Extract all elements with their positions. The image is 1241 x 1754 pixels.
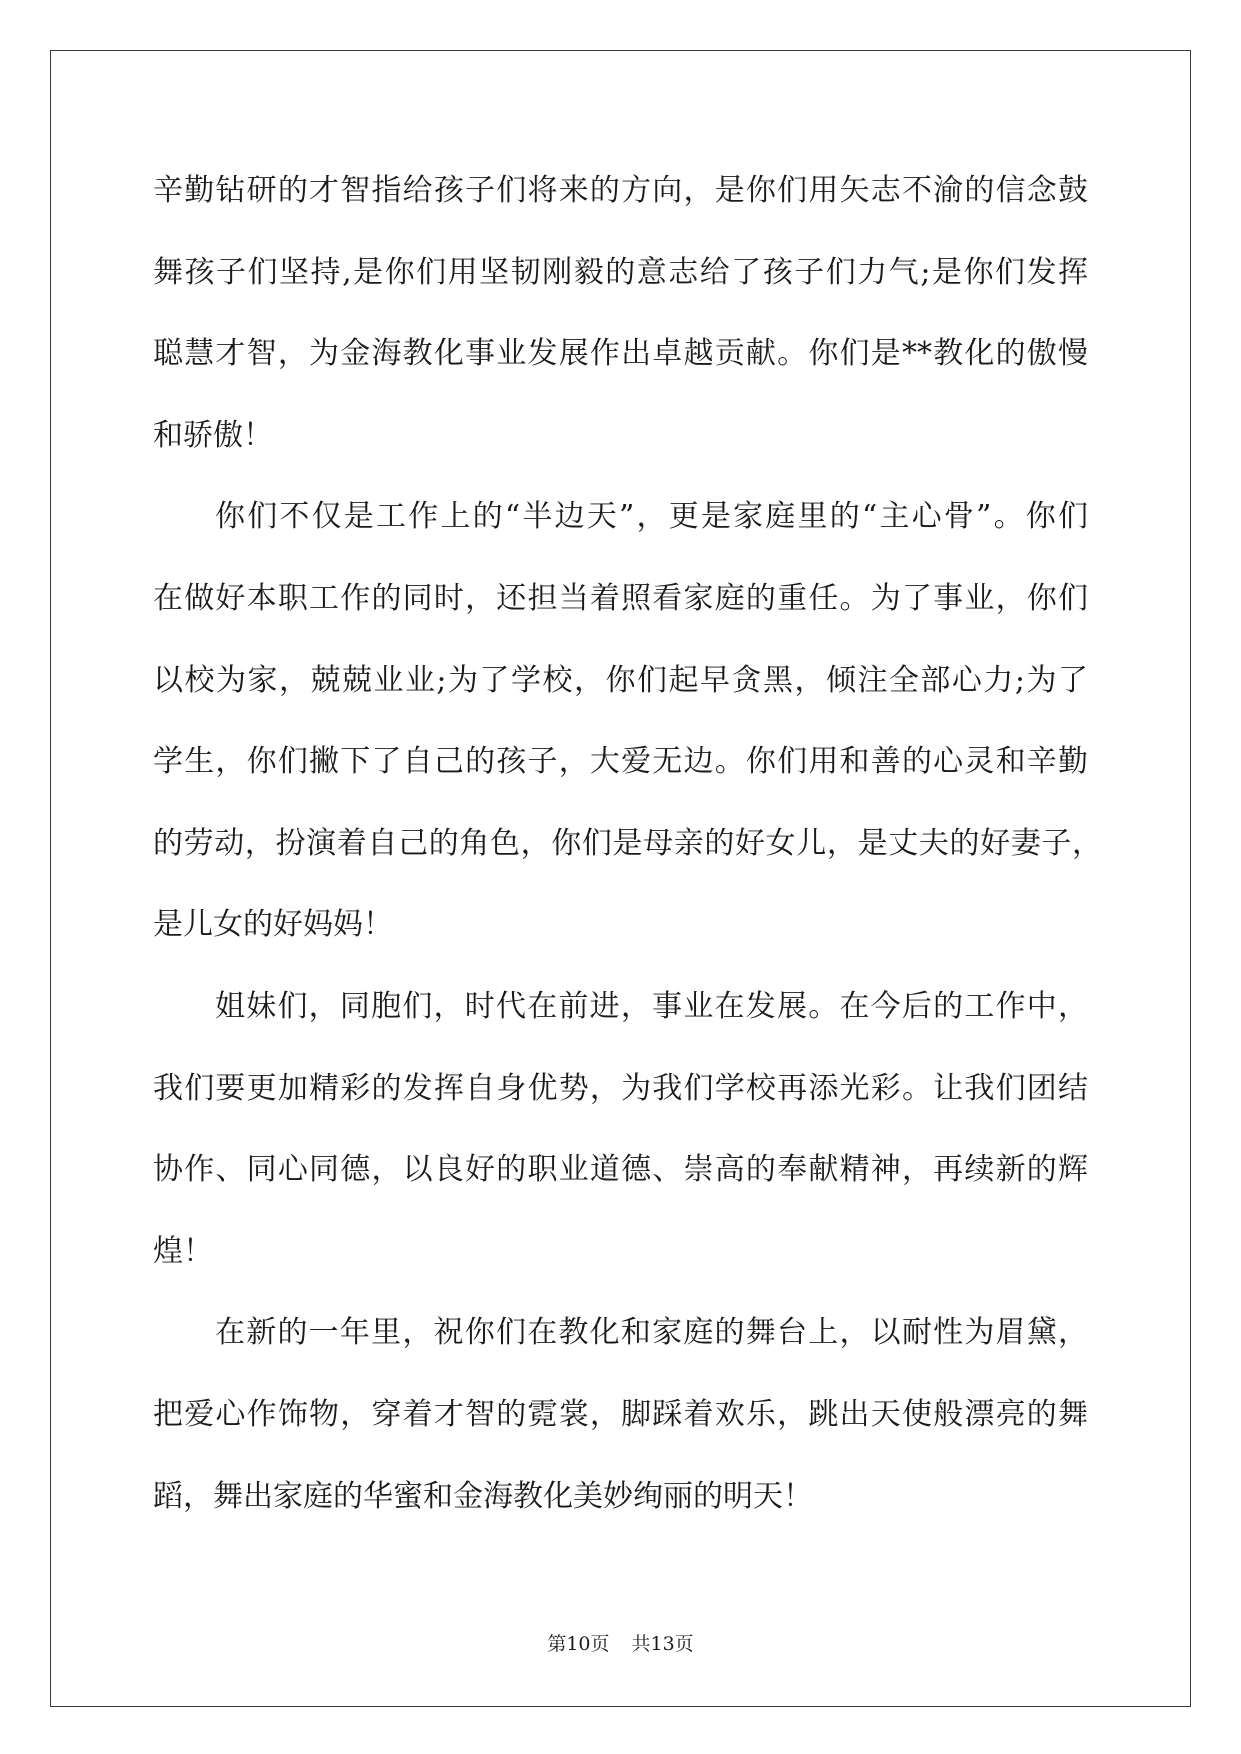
body-line: 协作、同心同德，以良好的职业道德、崇高的奉献精神，再续新的辉 <box>153 1152 1088 1188</box>
body-line: 在新的一年里，祝你们在教化和家庭的舞台上，以耐性为眉黛， <box>215 1315 1088 1351</box>
page-footer <box>0 1631 1241 1657</box>
body-line: 把爱心作饰物，穿着才智的霓裳，脚踩着欢乐，跳出天使般漂亮的舞 <box>153 1396 1088 1432</box>
body-line: 和骄傲！ <box>153 417 273 453</box>
body-line: 我们要更加精彩的发挥自身优势，为我们学校再添光彩。让我们团结 <box>153 1070 1088 1106</box>
page-total: 共13页 <box>631 1633 694 1655</box>
body-line: 辛勤钻研的才智指给孩子们将来的方向，是你们用矢志不渝的信念鼓 <box>153 173 1088 208</box>
document-body <box>153 150 1102 1537</box>
paragraph <box>153 150 1088 476</box>
body-line: 你们不仅是工作上的“半边天”，更是家庭里的“主心骨”。你们 <box>215 499 1088 535</box>
paragraph <box>153 1292 1088 1537</box>
body-line: 在做好本职工作的同时，还担当着照看家庭的重任。为了事业，你们 <box>153 580 1088 616</box>
body-line: 学生，你们撇下了自己的孩子，大爱无边。你们用和善的心灵和辛勤 <box>153 744 1088 780</box>
body-line: 蹈，舞出家庭的华蜜和金海教化美妙绚丽的明天！ <box>153 1478 813 1514</box>
body-line: 是儿女的好妈妈！ <box>153 907 393 943</box>
page-number: 第10页 <box>547 1633 610 1655</box>
body-line: 以校为家，兢兢业业;为了学校，你们起早贪黑，倾注全部心力;为了 <box>153 662 1088 698</box>
body-line: 姐妹们，同胞们，时代在前进，事业在发展。在今后的工作中， <box>215 988 1088 1024</box>
body-line: 的劳动，扮演着自己的角色，你们是母亲的好女儿，是丈夫的好妻子， <box>153 825 1102 861</box>
body-line: 舞孩子们坚持,是你们用坚韧刚毅的意志给了孩子们力气;是你们发挥 <box>153 254 1088 290</box>
body-line: 聪慧才智，为金海教化事业发展作出卓越贡献。你们是**教化的傲慢 <box>153 336 1088 372</box>
paragraph <box>153 476 1102 966</box>
body-line: 煌！ <box>153 1233 213 1269</box>
paragraph <box>153 966 1088 1292</box>
